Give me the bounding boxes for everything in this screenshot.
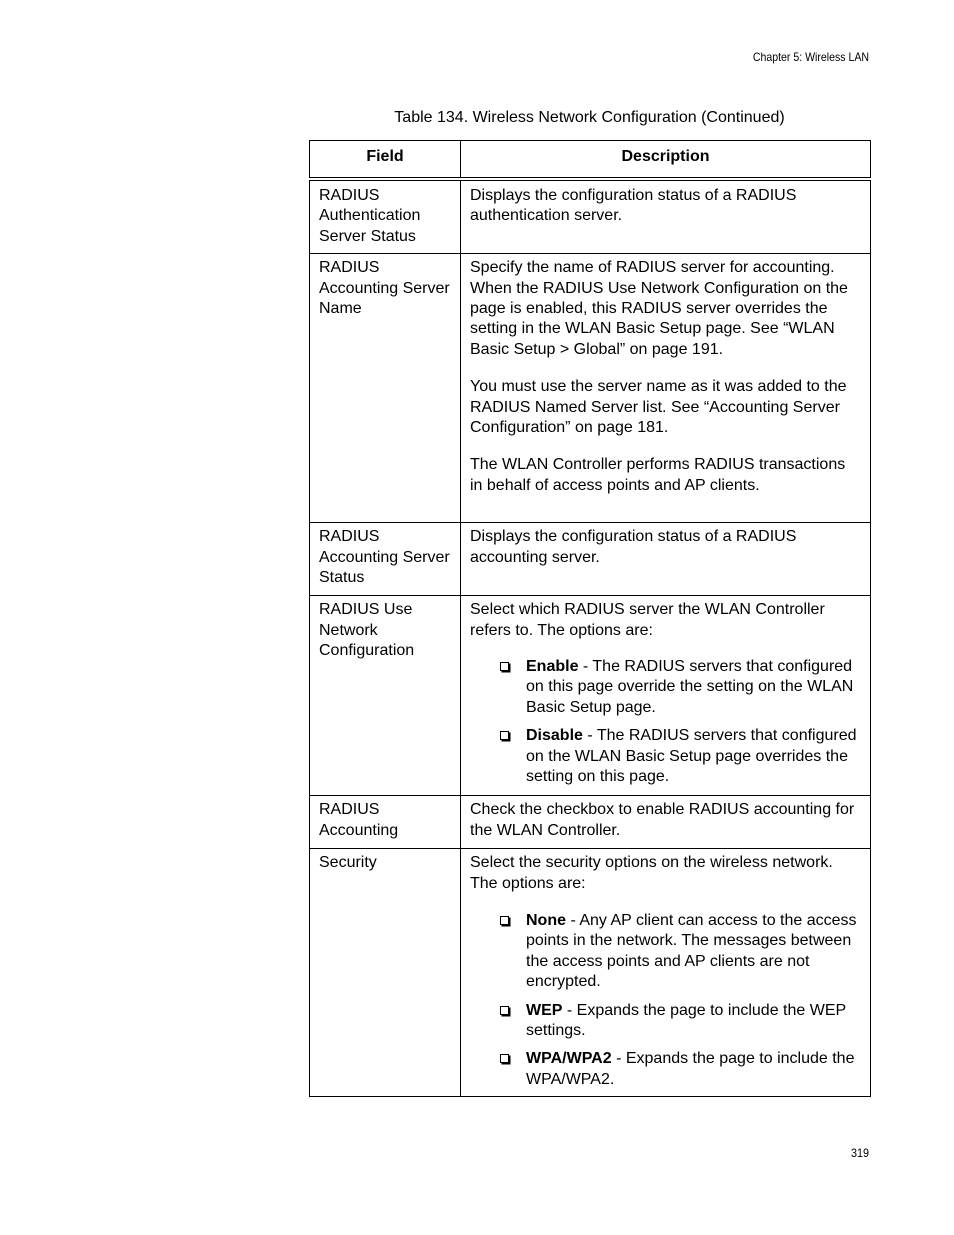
field-cell: RADIUS Accounting Server Status [310, 523, 461, 596]
description-paragraph: Displays the configuration status of a RADIUS authentication server. [470, 187, 797, 225]
configuration-table [309, 140, 871, 1097]
description-cell [461, 849, 871, 1097]
field-cell: RADIUS Authentication Server Status [310, 179, 461, 254]
description-cell [461, 254, 871, 523]
table-row [310, 596, 871, 796]
field-cell: Security [310, 849, 461, 1097]
description-paragraph: Specify the name of RADIUS server for accounting. When the RADIUS Use Network Configuration on the page is enabled, this RADIUS server overrides the setting in the WLAN Basic Setup page. See “WLAN Basic Setup > Global” on page 191. [470, 259, 848, 358]
column-header-field: Field [310, 141, 461, 180]
checkbox-bullet-icon [500, 1054, 509, 1063]
description-paragraph: Check the checkbox to enable RADIUS accounting for the WLAN Controller. [470, 801, 855, 839]
option-name: WPA/WPA2 [526, 1050, 612, 1068]
option-item [470, 1001, 861, 1042]
option-name: Disable [526, 727, 583, 745]
table-row [310, 254, 871, 523]
option-name: Enable [526, 658, 579, 676]
description-cell [461, 523, 871, 596]
table-row [310, 849, 871, 1097]
field-cell: RADIUS Accounting Server Name [310, 254, 461, 523]
field-cell: RADIUS Use Network Configuration [310, 596, 461, 796]
description-paragraph: Select the security options on the wireless network. The options are: [470, 854, 833, 892]
option-text: - Expands the page to include the WEP settings. [526, 1001, 846, 1040]
description-paragraph: The WLAN Controller performs RADIUS transactions in behalf of access points and AP clients. [470, 456, 846, 494]
options-list [470, 911, 861, 1090]
table-row [310, 796, 871, 849]
table-caption: Table 134. Wireless Network Configuration (Continued) [394, 109, 785, 126]
description-cell [461, 596, 871, 796]
option-text: - Any AP client can access to the access points in the network. The messages between the access points and AP clients are not encrypted. [526, 912, 857, 991]
description-paragraph: Displays the configuration status of a RADIUS accounting server. [470, 528, 797, 566]
page-number: 319 [850, 1146, 869, 1160]
options-list [470, 657, 861, 787]
option-text: - The RADIUS servers that configured on this page override the setting on the WLAN Basic Setup page. [526, 658, 854, 716]
checkbox-bullet-icon [500, 731, 509, 740]
checkbox-bullet-icon [500, 1006, 509, 1015]
table-header-row [310, 141, 871, 180]
checkbox-bullet-icon [500, 662, 509, 671]
field-cell: RADIUS Accounting [310, 796, 461, 849]
option-item [470, 726, 861, 787]
option-item [470, 1049, 861, 1090]
option-text: - Expands the page to include the WPA/WPA2. [526, 1050, 855, 1088]
option-item [470, 911, 861, 993]
description-cell [461, 796, 871, 849]
option-item [470, 657, 861, 718]
running-header: Chapter 5: Wireless LAN [752, 50, 869, 64]
description-cell [461, 179, 871, 254]
option-name: None [526, 912, 566, 930]
table-row [310, 179, 871, 254]
column-header-description: Description [461, 141, 871, 180]
description-paragraph: You must use the server name as it was added to the RADIUS Named Server list. See “Accounting Server Configuration” on page 181. [470, 378, 847, 437]
option-text: - The RADIUS servers that configured on the WLAN Basic Setup page overrides the setting on this page. [526, 727, 857, 786]
description-paragraph: Select which RADIUS server the WLAN Controller refers to. The options are: [470, 601, 825, 639]
checkbox-bullet-icon [500, 916, 509, 925]
table-row [310, 523, 871, 596]
option-name: WEP [526, 1001, 563, 1019]
